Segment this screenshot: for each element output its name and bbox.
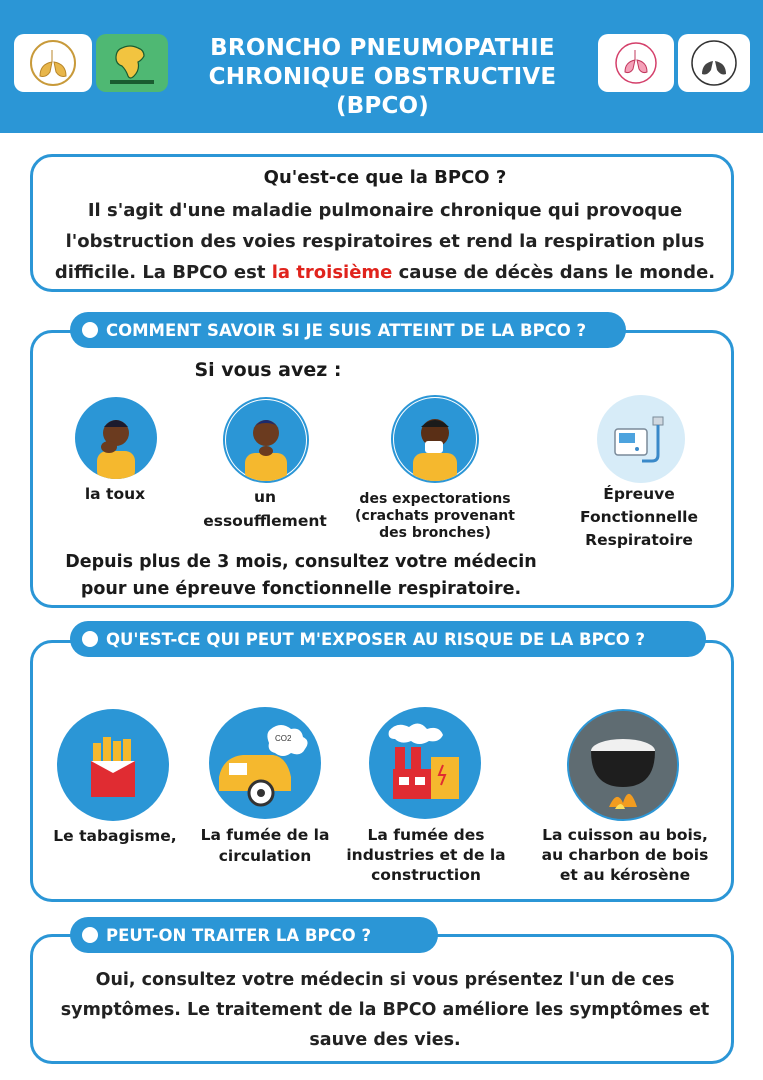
- factory-icon: [369, 707, 481, 819]
- thoracic-society-logo: [678, 34, 750, 92]
- africa-map-icon: [104, 38, 160, 88]
- section-heading-symptoms: [70, 312, 626, 348]
- treatment-text: Oui, consultez votre médecin si vous présentez l'un de ces symptômes. Le traitement de la BPCO améliore les symptômes et sauve des vies.: [60, 970, 710, 1050]
- industry-smoke-illustration: [369, 707, 481, 819]
- page-title: [180, 34, 585, 121]
- symptoms-footer: Depuis plus de 3 mois, consultez votre médecin pour une épreuve fonctionnelle respiratoire.: [65, 552, 537, 599]
- pink-lungs-icon: [608, 40, 664, 86]
- intro-text-end: cause de décès dans le monde.: [392, 262, 716, 283]
- treatment-heading-text: PEUT-ON TRAITER LA BPCO ?: [106, 925, 372, 945]
- risk-label-traffic: La fumée de la circulation: [200, 826, 330, 865]
- risk-label-tobacco: Le tabagisme,: [53, 827, 177, 845]
- symptom-label-breathless: un essoufflement: [203, 488, 327, 530]
- cooking-pot-fire-icon: [569, 711, 677, 819]
- section-heading-treatment: [70, 917, 438, 953]
- co2-label: CO2: [275, 734, 292, 743]
- africa-society-logo: [96, 34, 168, 92]
- bullet-dot-icon: [82, 927, 98, 943]
- black-lungs-icon: [687, 38, 741, 88]
- symptom-label-cough: la toux: [84, 485, 146, 503]
- expectoration-illustration: [391, 395, 479, 483]
- intro-question: Qu'est-ce que la BPCO ?: [263, 167, 507, 188]
- title-line-3: (BPCO): [335, 93, 430, 119]
- breathless-icon: [225, 399, 307, 481]
- intro-card: [30, 154, 734, 292]
- symptom-label-spirometry: Épreuve Fonctionnelle Respiratoire: [580, 485, 698, 549]
- wood-cooking-illustration: [567, 709, 679, 821]
- risks-heading-text: QU'EST-CE QUI PEUT M'EXPOSER AU RISQUE DE LA BPCO ?: [106, 629, 646, 649]
- risk-factors-card: [30, 640, 734, 902]
- title-line-2: CHRONIQUE OBSTRUCTIVE: [208, 64, 557, 90]
- expectoration-icon: [393, 397, 477, 481]
- symptom-label-expectoration: des expectorations (crachats provenant des bronches): [355, 491, 515, 541]
- risk-label-cooking: La cuisson au bois, au charbon de bois et au kérosène: [541, 826, 709, 884]
- society-lungs-logo: [14, 34, 92, 92]
- intro-text: [43, 195, 727, 288]
- title-line-1: BRONCHO PNEUMOPATHIE: [210, 35, 555, 61]
- partner-lungs-logo: [598, 34, 674, 92]
- intro-text-start: Il s'agit d'une maladie pulmonaire chronique qui provoque l'obstruction des voies respiratoires et rend la respiration plus difficile. La BPCO est: [54, 200, 705, 283]
- intro-highlight: la troisième: [271, 262, 393, 283]
- symptoms-card: [30, 330, 734, 608]
- cigarette-pack-icon: [57, 709, 169, 821]
- spirometer-icon: [597, 395, 685, 483]
- section-heading-risks: [70, 621, 706, 657]
- treatment-card: [30, 934, 734, 1064]
- symptoms-subheading: Si vous avez :: [194, 359, 342, 381]
- cough-icon: [75, 397, 157, 479]
- header-banner: [0, 0, 763, 133]
- breathless-illustration: [223, 397, 309, 483]
- spirometry-illustration: [597, 395, 685, 483]
- lungs-logo-icon: [28, 38, 78, 88]
- car-exhaust-icon: [209, 707, 321, 819]
- bullet-dot-icon: [82, 631, 98, 647]
- tobacco-illustration: [57, 709, 169, 821]
- cough-illustration: [75, 397, 157, 479]
- bullet-dot-icon: [82, 322, 98, 338]
- symptoms-heading-text: COMMENT SAVOIR SI JE SUIS ATTEINT DE LA BPCO ?: [106, 320, 587, 340]
- risk-label-industry: La fumée des industries et de la construction: [346, 826, 506, 884]
- traffic-smoke-illustration: [209, 707, 321, 819]
